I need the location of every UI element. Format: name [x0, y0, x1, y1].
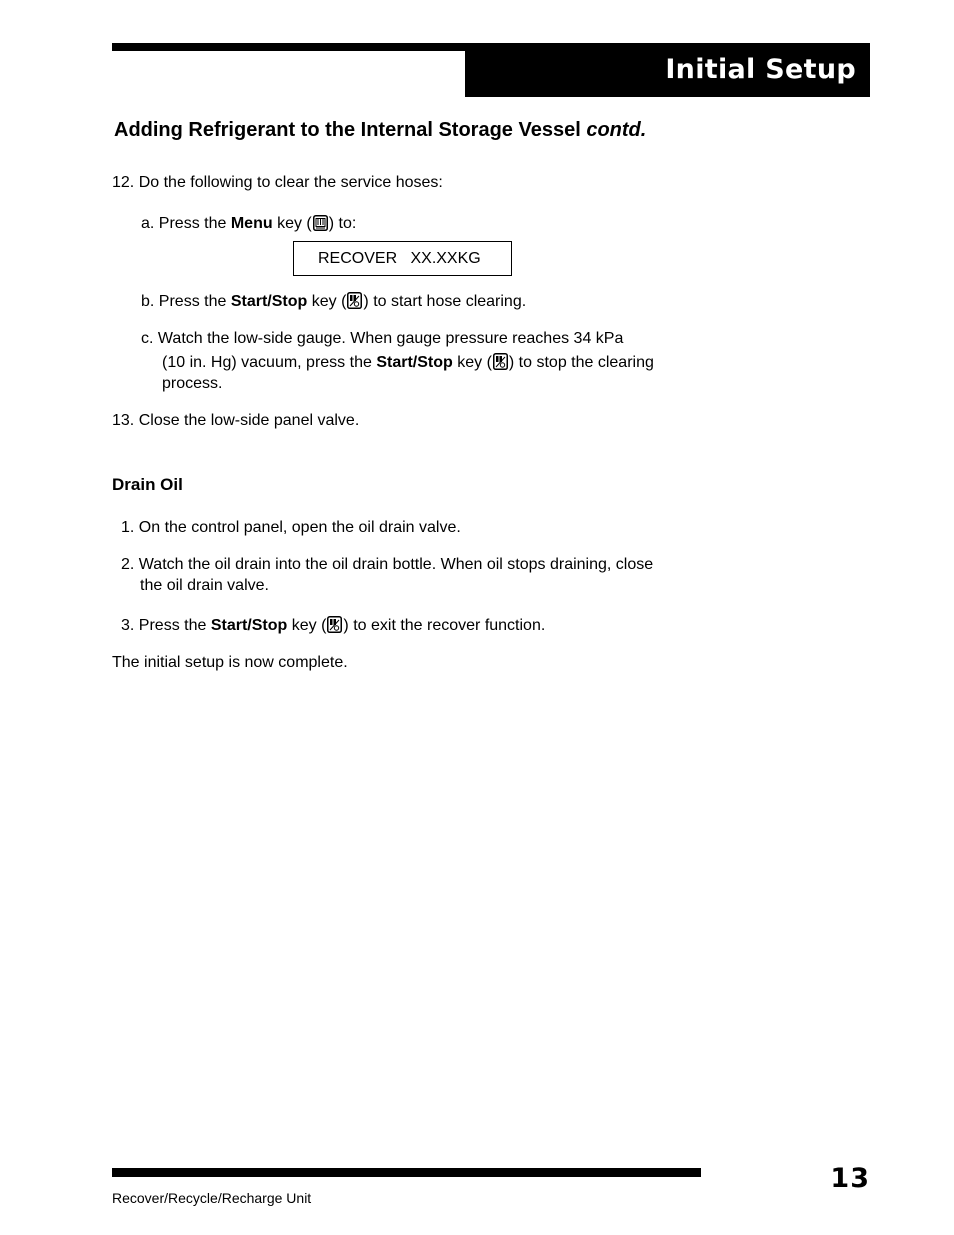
drain-step-3: [121, 615, 545, 639]
display-value: XX.XXKG: [410, 250, 481, 267]
step-text: Press the: [138, 617, 207, 634]
completion-note: The initial setup is now complete.: [112, 654, 348, 671]
step-b: [141, 291, 526, 315]
page-number: 13: [830, 1163, 870, 1194]
step-text: Press the: [158, 215, 227, 232]
step-text: ) to:: [328, 215, 357, 232]
step-number: 13.: [112, 412, 135, 429]
step-number: 12.: [112, 174, 135, 191]
page-header-title: Initial Setup: [665, 54, 856, 85]
step-text: key (: [311, 293, 347, 310]
display-readout: [293, 241, 512, 276]
display-label: RECOVER: [318, 250, 398, 267]
step-text: On the control panel, open the oil drain valve.: [138, 519, 461, 536]
step-c-line2: [162, 352, 654, 376]
step-12: [112, 172, 443, 193]
footer-doc-title: Recover/Recycle/Recharge Unit: [112, 1190, 312, 1206]
step-text: Watch the low-side gauge. When gauge pressure reaches 34 kPa: [157, 330, 624, 347]
menu-key-icon: [313, 215, 328, 237]
section-title-text: Adding Refrigerant to the Internal Storage Vessel: [114, 119, 581, 141]
step-number: 3.: [121, 617, 135, 634]
step-text: Watch the oil drain into the oil drain bottle. When oil stops draining, close: [138, 556, 654, 573]
step-letter: a.: [141, 215, 155, 232]
step-text: Press the: [158, 293, 227, 310]
drain-step-2-line2: the oil drain valve.: [140, 577, 269, 594]
step-letter: b.: [141, 293, 155, 310]
step-text: key (: [291, 617, 327, 634]
section-title: [114, 119, 646, 142]
start-stop-key-icon: [347, 292, 362, 315]
menu-key-label: Menu: [230, 215, 273, 232]
step-a: [141, 213, 356, 237]
step-text: Do the following to clear the service hoses:: [138, 174, 443, 191]
footer-rule: [112, 1168, 701, 1177]
step-13: [112, 410, 359, 431]
step-text: Close the low-side panel valve.: [138, 412, 360, 429]
step-text: (10 in. Hg) vacuum, press the: [162, 354, 372, 371]
section-title-suffix: contd.: [586, 119, 647, 141]
step-number: 2.: [121, 556, 135, 573]
step-letter: c.: [141, 330, 154, 347]
step-c-line1: [141, 328, 623, 349]
drain-step-1: [121, 517, 461, 538]
start-stop-key-label: Start/Stop: [210, 617, 288, 634]
start-stop-key-icon: [493, 353, 508, 376]
step-text: ) to exit the recover function.: [343, 617, 546, 634]
start-stop-key-label: Start/Stop: [376, 354, 453, 371]
step-number: 1.: [121, 519, 135, 536]
start-stop-key-label: Start/Stop: [230, 293, 308, 310]
step-text: key (: [277, 215, 312, 232]
step-c-line3: process.: [162, 375, 223, 392]
drain-step-2-line1: [121, 554, 653, 575]
step-text: key (: [457, 354, 492, 371]
step-text: ) to start hose clearing.: [363, 293, 527, 310]
start-stop-key-icon: [327, 616, 342, 639]
step-text: ) to stop the clearing: [508, 354, 654, 371]
subsection-heading: Drain Oil: [112, 475, 183, 494]
